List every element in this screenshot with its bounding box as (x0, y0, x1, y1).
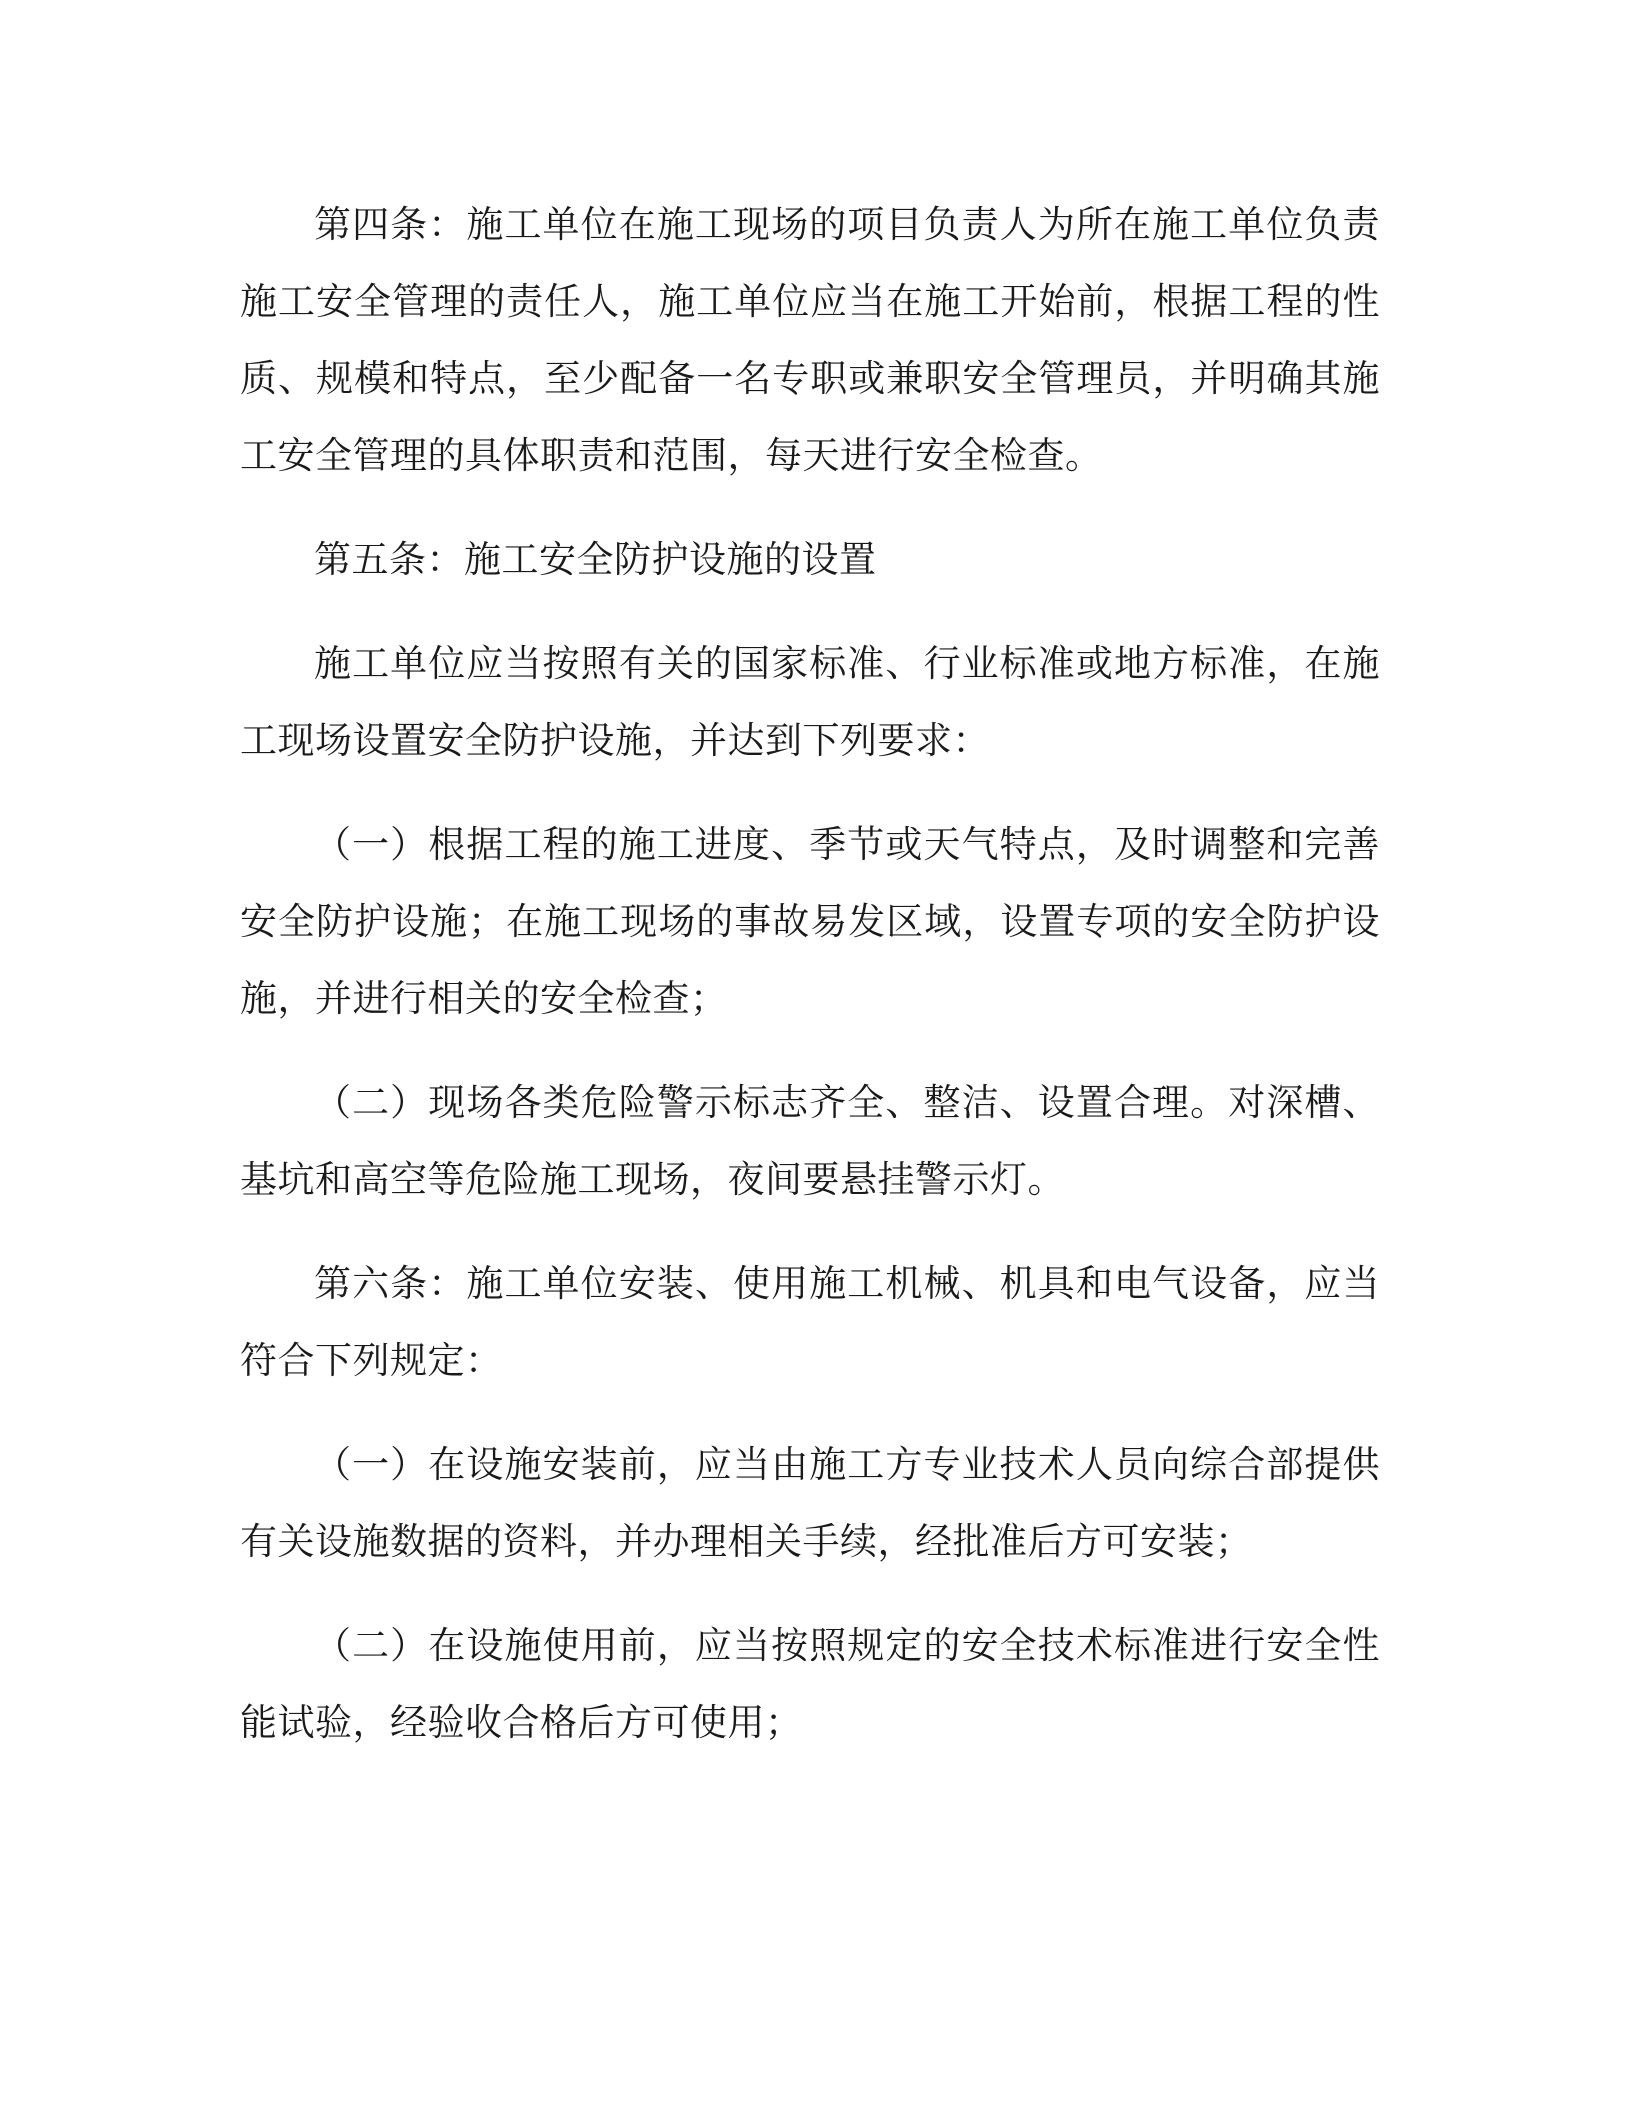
document-body (240, 186, 1380, 1761)
article-4-paragraph: 第四条：施工单位在施工现场的项目负责人为所在施工单位负责施工安全管理的责任人，施工单位应当在施工开始前，根据工程的性质、规模和特点，至少配备一名专职或兼职安全管理员，并明确其施工安全管理的具体职责和范围，每天进行安全检查。 (240, 203, 1380, 477)
article-6-item-1: （一）在设施安装前，应当由施工方专业技术人员向综合部提供有关设施数据的资料，并办理相关手续，经批准后方可安装； (240, 1443, 1380, 1563)
article-5-heading: 第五条：施工安全防护设施的设置 (314, 538, 877, 581)
article-5-intro-paragraph: 施工单位应当按照有关的国家标准、行业标准或地方标准，在施工现场设置安全防护设施，并达到下列要求： (240, 642, 1380, 762)
article-5-item-1: （一）根据工程的施工进度、季节或天气特点，及时调整和完善安全防护设施；在施工现场的事故易发区域，设置专项的安全防护设施，并进行相关的安全检查； (240, 823, 1380, 1020)
article-5-item-2: （二）现场各类危险警示标志齐全、整洁、设置合理。对深槽、基坑和高空等危险施工现场，夜间要悬挂警示灯。 (240, 1081, 1380, 1201)
article-6-paragraph: 第六条：施工单位安装、使用施工机械、机具和电气设备，应当符合下列规定： (240, 1262, 1380, 1382)
article-6-item-2: （二）在设施使用前，应当按照规定的安全技术标准进行安全性能试验，经验收合格后方可使用； (240, 1624, 1380, 1744)
